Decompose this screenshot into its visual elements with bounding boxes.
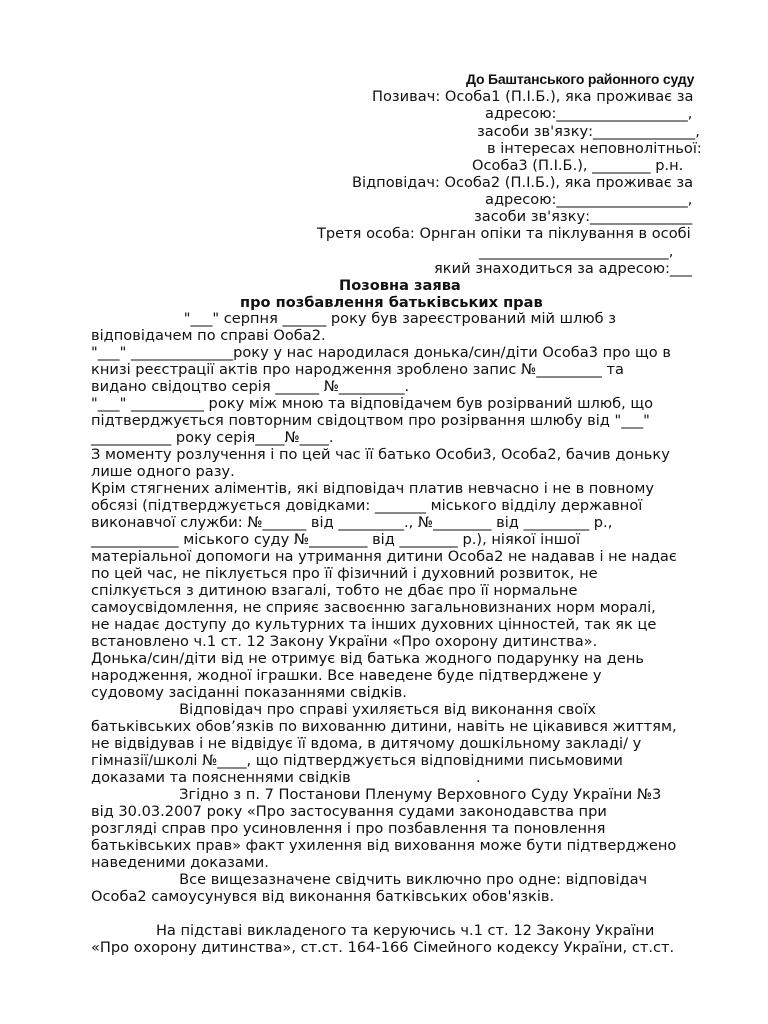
body-line: обсязі (підтверджується довідками: _______ міського відділу державної [91,497,643,514]
minor-name-line: Особа3 (П.І.Б.), ________ р.н. [472,157,684,174]
defendant-address: адресою:__________________, [485,191,693,208]
body-line: На підставі викладеного та керуючись ч.1 ст. 12 Закону України [91,922,655,939]
body-line: по цей час, не піклується про її фізичний і духовний розвиток, не [91,565,598,582]
minor-interest-line: в інтересах неповнолітньої: [487,140,702,157]
body-line: наведеними доказами. [91,854,269,871]
body-line: Донька/син/діти від не отримує від батька жодного подарунку на день [91,650,644,667]
body-line: не відвідував і не відвідує її вдома, в дитячому дошкільному закладі/ у [91,735,642,752]
body-line: від 30.03.2007 року «Про застосування судами законодавства при [91,803,607,820]
body-line: ___________ року серія____№____. [91,429,334,446]
body-line: гімназії/школі №____, що підтверджується відповідними письмовими [91,752,623,769]
body-line: Згідно з п. 7 Постанови Пленуму Верховного Суду України №3 [91,786,662,803]
body-line: виконавчої служби: №______ від _________., №________ від _________ р., [91,514,613,531]
body-line: "___" серпня ______ року був зареєстрований мій шлюб з [91,310,616,327]
body-line: розгляді справ про усиновлення і про позбавлення та поновлення [91,820,606,837]
body-line: доказами та поясненнями свідків . [91,769,481,786]
body-line: відповідачем по справі Ооба2. [91,327,326,344]
body-line: судовому засіданні показаннями свідків. [91,684,407,701]
claim-body [91,310,716,956]
third-party-blank: __________________________, [479,243,674,260]
body-line: матеріальної допомоги на утримання дитини Особа2 не надавав і не надає [91,548,677,565]
body-line: не надає доступу до культурних та інших духовних цінностей, так як це [91,616,657,633]
plaintiff-contacts: засоби зв'язку:______________, [477,123,700,140]
defendant-contacts: засоби зв'язку:______________ [474,208,693,225]
body-line: підтверджується повторним свідоцтвом про розірвання шлюбу від "___" [91,412,650,429]
body-line: лише одного разу. [91,463,235,480]
body-line: "___" ______________року у нас народилася донька/син/діти Особа3 про що в [91,344,671,361]
body-line: батьківських обов’язків по вихованню дитини, навіть не цікавився життям, [91,718,677,735]
body-line: Крім стягнених аліментів, які відповідач платив невчасно і не в повному [91,480,654,497]
body-line: спілкується з дитиною взагалі, тобто не дбає про її нормальне [91,582,578,599]
court-addressee: До Баштанського районного суду [466,71,695,87]
body-line: встановлено ч.1 ст. 12 Закону України «Про охорону дитинства». [91,633,598,650]
plaintiff-line: Позивач: Особа1 (П.І.Б.), яка проживає за [372,88,694,105]
body-line: "___" __________ року між мною та відповідачем був розірваний шлюб, що [91,395,654,412]
body-line: батьківських прав» факт ухилення від виховання може бути підтверджено [91,837,677,854]
body-line [91,905,716,922]
body-line: Особа2 самоусунувся від виконання батківських обов'язків. [91,888,555,905]
body-line: ____________ міського суду №________ від ________ р.), ніякої іншої [91,531,581,548]
body-line: Відповідач про справі ухиляється від виконання своїх [91,701,597,718]
body-line: книзі реєстрації актів про народження зроблено запис №_________ та [91,361,624,378]
defendant-line: Відповідач: Особа2 (П.І.Б.), яка проживає за [352,174,694,191]
body-line: З моменту розлучення і по цей час її батько Особи3, Особа2, бачив доньку [91,446,670,463]
body-line: видано свідоцтво серія ______ №_________. [91,378,410,395]
document-subtitle: про позбавлення батьківських прав [240,294,543,311]
third-party-line: Третя особа: Орнган опіки та піклування в особі [317,225,691,242]
document-title: Позовна заява [339,277,461,294]
body-line: «Про охорону дитинства», ст.ст. 164-166 Сімейного кодексу України, ст.ст. [91,939,675,956]
third-party-address: який знаходиться за адресою:___ [434,260,692,277]
plaintiff-address: адресою:__________________, [485,105,693,122]
body-line: самоусвідомлення, не сприяє засвоєнню загальновизнаних норм моралі, [91,599,656,616]
body-line: Все вищезазначене свідчить виключно про одне: відповідач [91,871,648,888]
body-line: народження, жодної іграшки. Все наведене буде підтверджене у [91,667,602,684]
